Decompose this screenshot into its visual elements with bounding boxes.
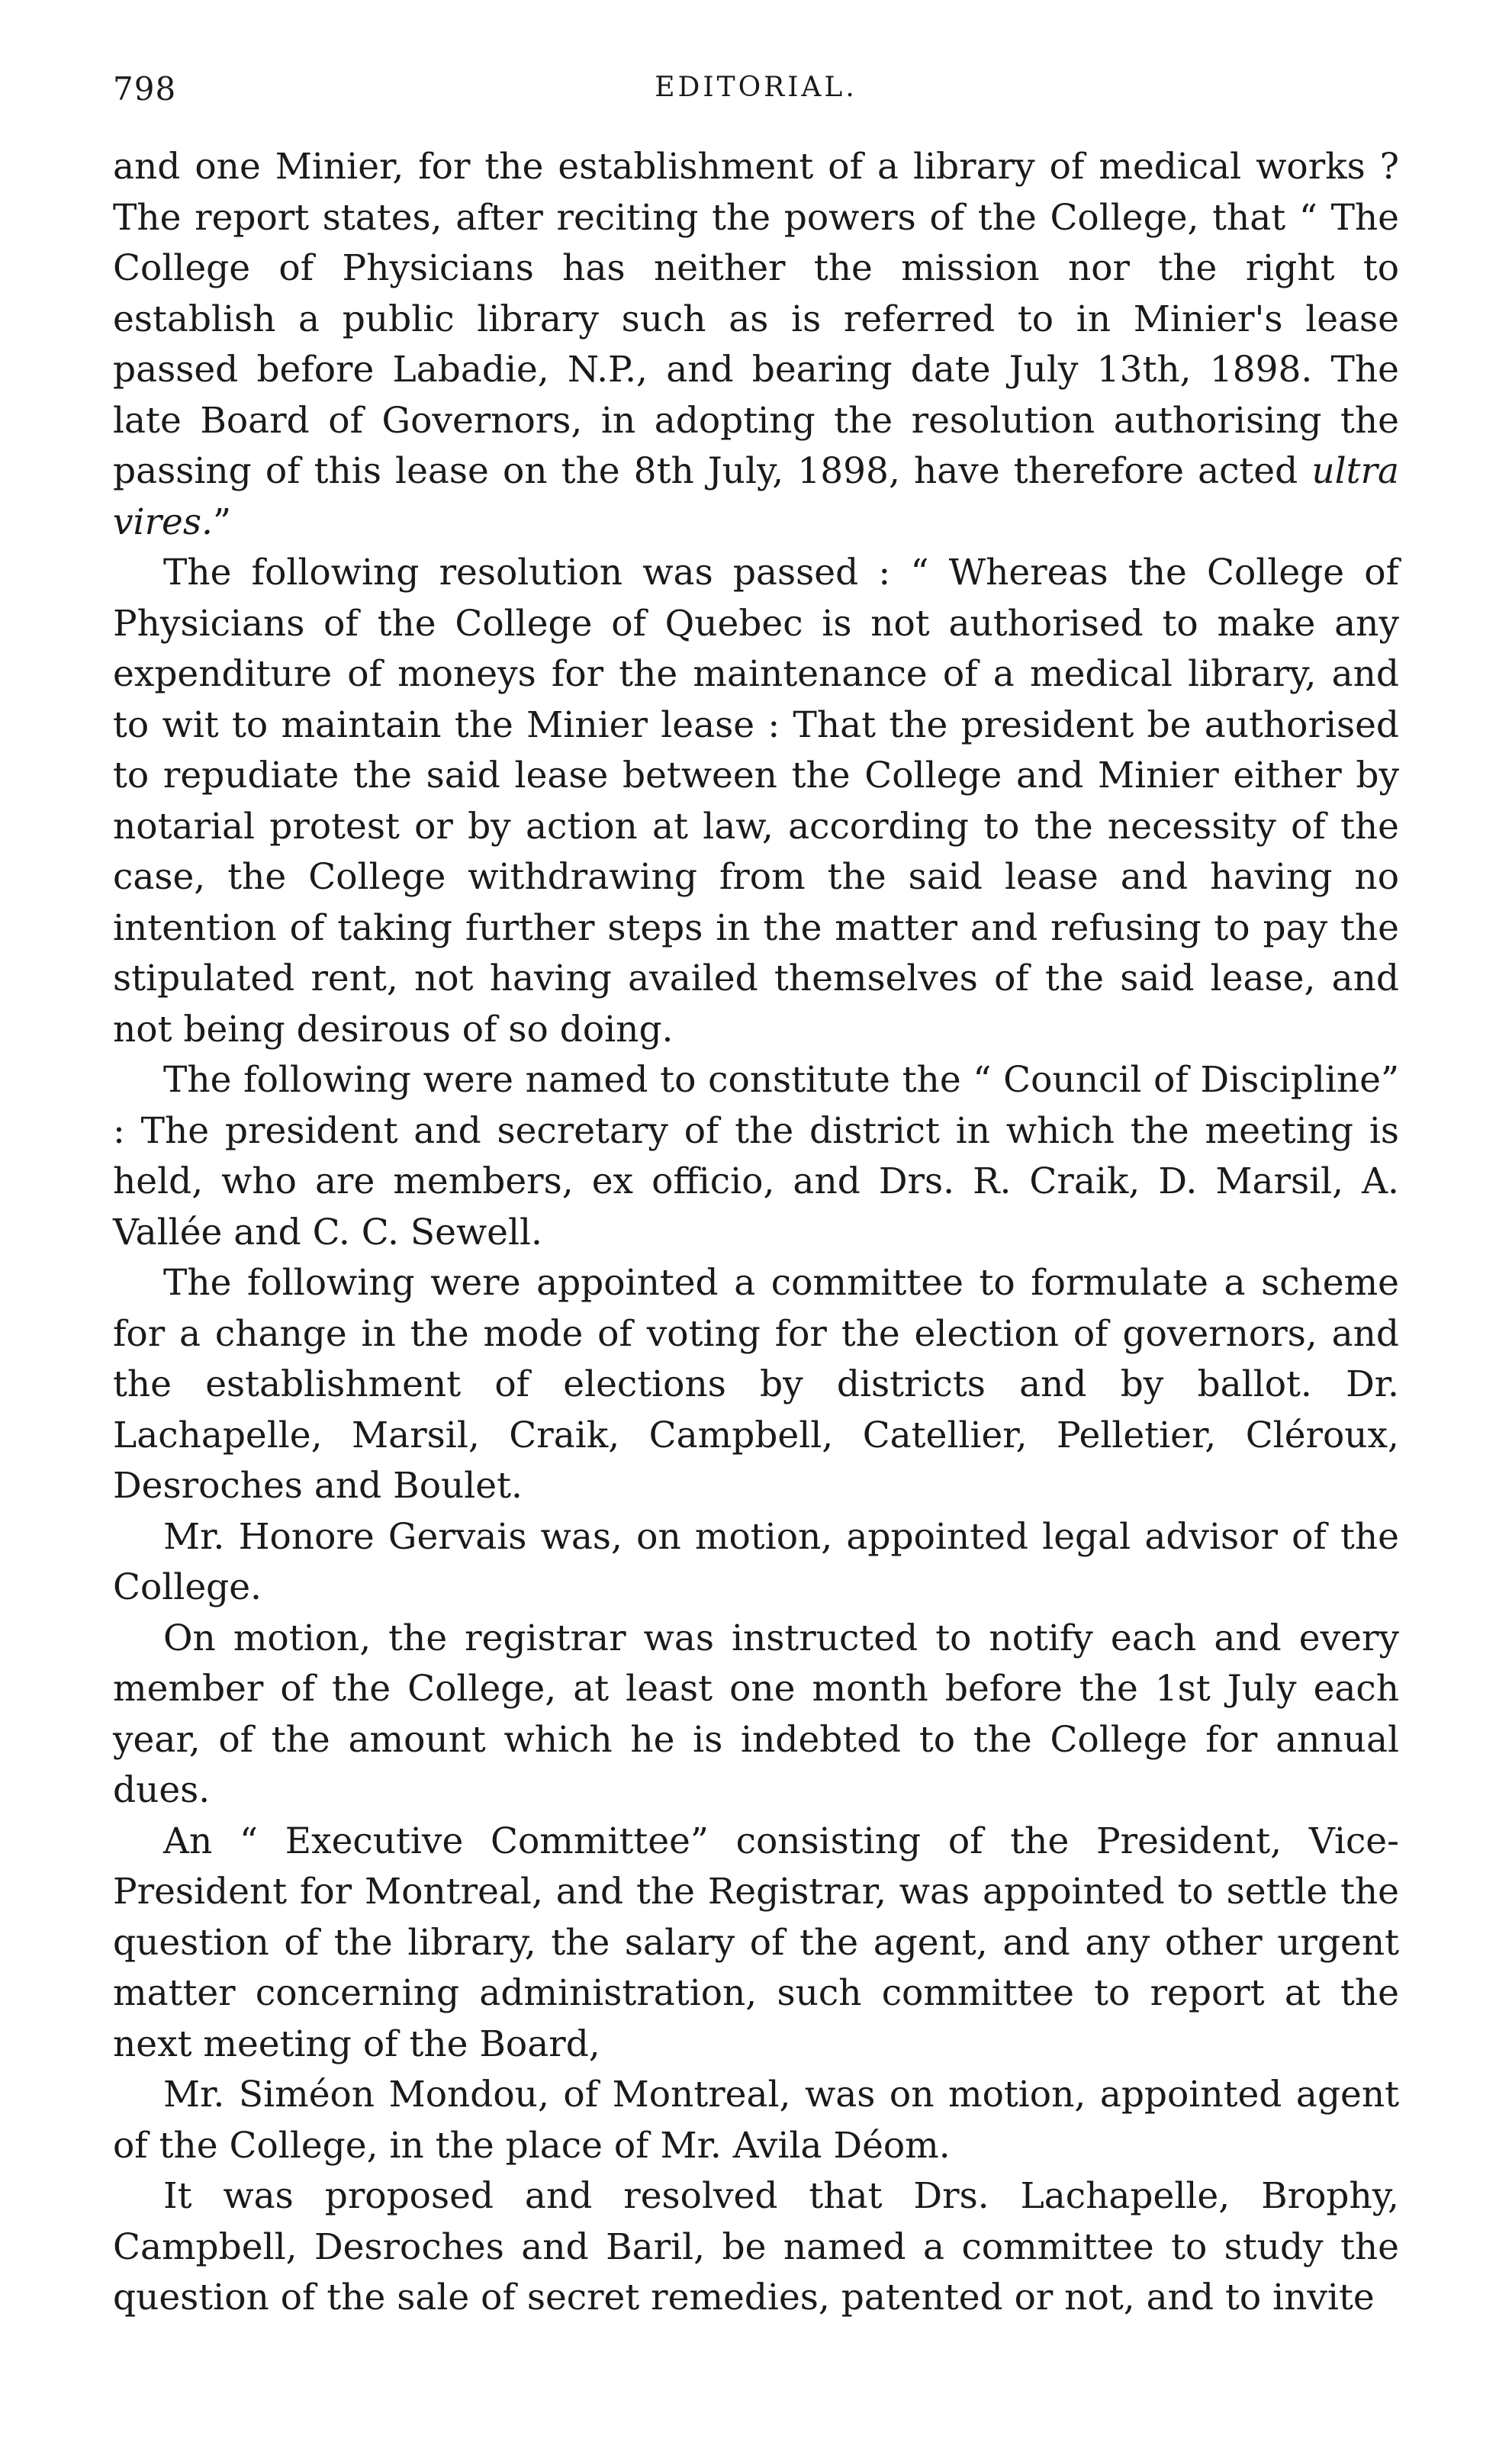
italic-phrase: ultra vires.	[113, 450, 1399, 543]
paragraph-continuation	[113, 142, 1399, 548]
running-head: EDITORIAL.	[655, 72, 857, 103]
closing-quote: ”	[212, 500, 231, 543]
paragraph-legal-advisor: Mr. Honore Gervais was, on motion, appointed legal advisor of the College.	[113, 1515, 1399, 1608]
paragraph-agent: Mr. Siméon Mondou, of Montreal, was on motion, appointed agent of the College, in the place of Mr. Avila Déom.	[113, 2074, 1399, 2167]
document-page	[113, 70, 1399, 2324]
paragraph-council-of-discipline: The following were named to constitute the “ Council of Discipline” : The president and secretary of the district in which the meeting is held, who are members, ex officio, and Drs. R. Craik, D. Marsil, A. Vallée and C. C. Sewell.	[113, 1059, 1399, 1253]
page-header	[113, 70, 1399, 116]
paragraph-resolution: The following resolution was passed : “ Whereas the College of Physicians of the College of Quebec is not authorised to make any expenditure of moneys for the maintenance of a medical library, and to wit to maintain the Minier lease : That the president be authorised to repudiate the said lease between the College and Minier either by notarial protest or by action at law, according to the necessity of the case, the College withdrawing from the said lease and having no intention of taking further steps in the matter and refusing to pay the stipulated rent, not having availed themselves of the said lease, and not being desirous of so doing.	[113, 552, 1399, 1051]
paragraph-text: and one Minier, for the establishment of a library of medical works ? The report states, after reciting the powers of the College, that “ The College of Physicians has neither the mission nor the right to establish a public library such as is referred to in Minier's lease passed before Labadie, N.P., and bearing date July 13th, 1898. The late Board of Governors, in adopting the resolution authorising the passing of this lease on the 8th July, 1898, have therefore acted	[113, 146, 1399, 492]
page-number: 798	[113, 70, 177, 108]
paragraph-voting-committee: The following were appointed a committee to formulate a scheme for a change in the mode of voting for the election of governors, and the establishment of elections by districts and by ballot. Dr. Lachapelle, Marsil, Craik, Campbell, Catellier, Pelletier, Cléroux, Desroches and Boulet.	[113, 1262, 1399, 1507]
paragraph-annual-dues: On motion, the registrar was instructed to notify each and every member of the College, at least one month before the 1st July each year, of the amount which he is indebted to the College for annual dues.	[113, 1617, 1399, 1811]
paragraph-secret-remedies: It was proposed and resolved that Drs. Lachapelle, Brophy, Campbell, Desroches and Baril, be named a committee to study the question of the sale of secret remedies, patented or not, and to invite	[113, 2175, 1399, 2318]
paragraph-executive-committee: An “ Executive Committee” consisting of the President, Vice-President for Montreal, and the Registrar, was appointed to settle the question of the library, the salary of the agent, and any other urgent matter concerning administration, such committee to report at the next meeting of the Board,	[113, 1820, 1399, 2065]
